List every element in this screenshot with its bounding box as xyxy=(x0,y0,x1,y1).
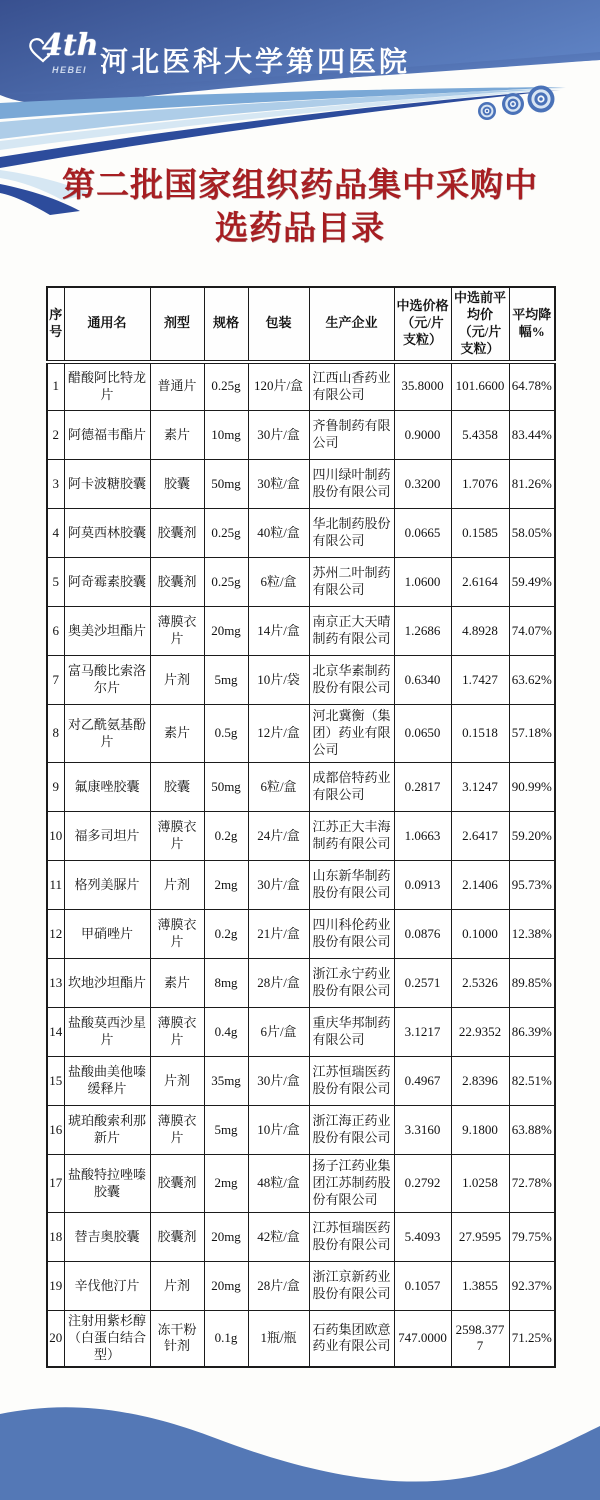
reduction-cell: 57.18% xyxy=(509,705,555,763)
spec-cell: 5mg xyxy=(204,656,248,705)
package-cell: 30片/盒 xyxy=(248,1057,309,1106)
dosage-form-cell: 薄膜衣片 xyxy=(150,812,204,861)
table-body xyxy=(47,362,555,1367)
row-number-cell: 8 xyxy=(47,705,64,763)
dosage-form-cell: 胶囊剂 xyxy=(150,1155,204,1213)
package-cell: 6粒/盒 xyxy=(248,558,309,607)
column-header: 规格 xyxy=(204,287,248,362)
pre-selection-price-cell: 1.7076 xyxy=(451,460,509,509)
generic-name-cell: 替吉奥胶囊 xyxy=(64,1213,150,1262)
manufacturer-cell: 浙江海正药业股份有限公司 xyxy=(309,1106,394,1155)
manufacturer-cell: 齐鲁制药有限公司 xyxy=(309,411,394,460)
package-cell: 40粒/盒 xyxy=(248,509,309,558)
table-container xyxy=(46,286,554,1368)
row-number-cell: 1 xyxy=(47,362,64,411)
dosage-form-cell: 胶囊剂 xyxy=(150,558,204,607)
dosage-form-cell: 片剂 xyxy=(150,1262,204,1311)
pre-selection-price-cell: 2598.3777 xyxy=(451,1311,509,1367)
table-row xyxy=(47,656,555,705)
table-row xyxy=(47,1057,555,1106)
spec-cell: 20mg xyxy=(204,1213,248,1262)
header xyxy=(0,0,600,100)
dosage-form-cell: 片剂 xyxy=(150,1057,204,1106)
column-header: 中选价格（元/片支粒） xyxy=(394,287,451,362)
selected-price-cell: 0.0913 xyxy=(394,861,451,910)
package-cell: 30片/盒 xyxy=(248,411,309,460)
column-header: 生产企业 xyxy=(309,287,394,362)
selected-price-cell: 0.0650 xyxy=(394,705,451,763)
pre-selection-price-cell: 5.4358 xyxy=(451,411,509,460)
selected-price-cell: 3.1217 xyxy=(394,1008,451,1057)
column-header: 平均降幅% xyxy=(509,287,555,362)
package-cell: 30粒/盒 xyxy=(248,460,309,509)
generic-name-cell: 盐酸莫西沙星片 xyxy=(64,1008,150,1057)
generic-name-cell: 辛伐他汀片 xyxy=(64,1262,150,1311)
manufacturer-cell: 河北冀衡（集团）药业有限公司 xyxy=(309,705,394,763)
manufacturer-cell: 苏州二叶制药有限公司 xyxy=(309,558,394,607)
dosage-form-cell: 普通片 xyxy=(150,362,204,411)
package-cell: 14片/盒 xyxy=(248,607,309,656)
reduction-cell: 59.49% xyxy=(509,558,555,607)
selected-price-cell: 0.2817 xyxy=(394,763,451,812)
logo-subtext: HEBEI xyxy=(52,65,88,75)
selected-price-cell: 0.4967 xyxy=(394,1057,451,1106)
row-number-cell: 15 xyxy=(47,1057,64,1106)
reduction-cell: 81.26% xyxy=(509,460,555,509)
reduction-cell: 95.73% xyxy=(509,861,555,910)
selected-price-cell: 0.6340 xyxy=(394,656,451,705)
pre-selection-price-cell: 9.1800 xyxy=(451,1106,509,1155)
page-title-line1: 第二批国家组织药品集中采购中 xyxy=(62,166,538,203)
pre-selection-price-cell: 3.1247 xyxy=(451,763,509,812)
generic-name-cell: 甲硝唑片 xyxy=(64,910,150,959)
drug-table xyxy=(46,286,556,1368)
table-row xyxy=(47,861,555,910)
package-cell: 48粒/盒 xyxy=(248,1155,309,1213)
package-cell: 28片/盒 xyxy=(248,1262,309,1311)
bullseye-icon-small xyxy=(478,102,496,120)
table-row xyxy=(47,1311,555,1367)
table-row xyxy=(47,411,555,460)
pre-selection-price-cell: 0.1585 xyxy=(451,509,509,558)
pre-selection-price-cell: 2.8396 xyxy=(451,1057,509,1106)
selected-price-cell: 5.4093 xyxy=(394,1213,451,1262)
table-row xyxy=(47,812,555,861)
footer-wave-shape xyxy=(0,1407,600,1500)
selected-price-cell: 0.9000 xyxy=(394,411,451,460)
package-cell: 28片/盒 xyxy=(248,959,309,1008)
dosage-form-cell: 薄膜衣片 xyxy=(150,607,204,656)
manufacturer-cell: 南京正大天晴制药有限公司 xyxy=(309,607,394,656)
row-number-cell: 11 xyxy=(47,861,64,910)
spec-cell: 0.2g xyxy=(204,910,248,959)
manufacturer-cell: 成都倍特药业有限公司 xyxy=(309,763,394,812)
spec-cell: 50mg xyxy=(204,763,248,812)
manufacturer-cell: 山东新华制药股份有限公司 xyxy=(309,861,394,910)
manufacturer-cell: 重庆华邦制药有限公司 xyxy=(309,1008,394,1057)
reduction-cell: 92.37% xyxy=(509,1262,555,1311)
package-cell: 120片/盒 xyxy=(248,362,309,411)
dosage-form-cell: 胶囊 xyxy=(150,763,204,812)
pre-selection-price-cell: 2.6417 xyxy=(451,812,509,861)
row-number-cell: 12 xyxy=(47,910,64,959)
selected-price-cell: 0.2792 xyxy=(394,1155,451,1213)
reduction-cell: 82.51% xyxy=(509,1057,555,1106)
spec-cell: 0.25g xyxy=(204,509,248,558)
footer-wave-decoration xyxy=(0,1400,600,1500)
selected-price-cell: 1.0663 xyxy=(394,812,451,861)
selected-price-cell: 747.0000 xyxy=(394,1311,451,1367)
package-cell: 6片/盒 xyxy=(248,1008,309,1057)
reduction-cell: 12.38% xyxy=(509,910,555,959)
manufacturer-cell: 江西山香药业有限公司 xyxy=(309,362,394,411)
dosage-form-cell: 薄膜衣片 xyxy=(150,1106,204,1155)
reduction-cell: 64.78% xyxy=(509,362,555,411)
spec-cell: 20mg xyxy=(204,1262,248,1311)
row-number-cell: 7 xyxy=(47,656,64,705)
column-header: 剂型 xyxy=(150,287,204,362)
dosage-form-cell: 片剂 xyxy=(150,656,204,705)
spec-cell: 20mg xyxy=(204,607,248,656)
pre-selection-price-cell: 27.9595 xyxy=(451,1213,509,1262)
row-number-cell: 14 xyxy=(47,1008,64,1057)
table-header xyxy=(47,287,555,362)
row-number-cell: 4 xyxy=(47,509,64,558)
reduction-cell: 59.20% xyxy=(509,812,555,861)
column-header: 包装 xyxy=(248,287,309,362)
manufacturer-cell: 江苏恒瑞医药股份有限公司 xyxy=(309,1057,394,1106)
pre-selection-price-cell: 1.7427 xyxy=(451,656,509,705)
column-header: 中选前平均价（元/片支粒） xyxy=(451,287,509,362)
dosage-form-cell: 胶囊剂 xyxy=(150,1213,204,1262)
selected-price-cell: 3.3160 xyxy=(394,1106,451,1155)
dosage-form-cell: 薄膜衣片 xyxy=(150,1008,204,1057)
row-number-cell: 18 xyxy=(47,1213,64,1262)
package-cell: 30片/盒 xyxy=(248,861,309,910)
spec-cell: 50mg xyxy=(204,460,248,509)
reduction-cell: 86.39% xyxy=(509,1008,555,1057)
generic-name-cell: 盐酸特拉唑嗪胶囊 xyxy=(64,1155,150,1213)
manufacturer-cell: 扬子江药业集团江苏制药股份有限公司 xyxy=(309,1155,394,1213)
generic-name-cell: 富马酸比索洛尔片 xyxy=(64,656,150,705)
logo-number: 4th xyxy=(42,28,99,63)
generic-name-cell: 琥珀酸索利那新片 xyxy=(64,1106,150,1155)
package-cell: 6粒/盒 xyxy=(248,763,309,812)
generic-name-cell: 对乙酰氨基酚片 xyxy=(64,705,150,763)
table-row xyxy=(47,460,555,509)
dosage-form-cell: 胶囊 xyxy=(150,460,204,509)
manufacturer-cell: 浙江永宁药业股份有限公司 xyxy=(309,959,394,1008)
generic-name-cell: 奥美沙坦酯片 xyxy=(64,607,150,656)
dosage-form-cell: 片剂 xyxy=(150,861,204,910)
spec-cell: 0.25g xyxy=(204,558,248,607)
manufacturer-cell: 北京华素制药股份有限公司 xyxy=(309,656,394,705)
hospital-logo xyxy=(28,28,103,84)
reduction-cell: 83.44% xyxy=(509,411,555,460)
row-number-cell: 20 xyxy=(47,1311,64,1367)
selected-price-cell: 1.2686 xyxy=(394,607,451,656)
dosage-form-cell: 冻干粉针剂 xyxy=(150,1311,204,1367)
generic-name-cell: 阿卡波糖胶囊 xyxy=(64,460,150,509)
manufacturer-cell: 四川绿叶制药股份有限公司 xyxy=(309,460,394,509)
table-row xyxy=(47,910,555,959)
generic-name-cell: 醋酸阿比特龙片 xyxy=(64,362,150,411)
table-row xyxy=(47,705,555,763)
reduction-cell: 63.88% xyxy=(509,1106,555,1155)
table-row xyxy=(47,509,555,558)
generic-name-cell: 阿德福韦酯片 xyxy=(64,411,150,460)
page-title xyxy=(0,164,600,250)
generic-name-cell: 注射用紫杉醇（白蛋白结合型） xyxy=(64,1311,150,1367)
table-row xyxy=(47,1008,555,1057)
column-header: 通用名 xyxy=(64,287,150,362)
table-row xyxy=(47,959,555,1008)
dosage-form-cell: 素片 xyxy=(150,411,204,460)
generic-name-cell: 格列美脲片 xyxy=(64,861,150,910)
generic-name-cell: 坎地沙坦酯片 xyxy=(64,959,150,1008)
pre-selection-price-cell: 2.5326 xyxy=(451,959,509,1008)
spec-cell: 0.5g xyxy=(204,705,248,763)
table-row xyxy=(47,1155,555,1213)
spec-cell: 0.1g xyxy=(204,1311,248,1367)
pre-selection-price-cell: 22.9352 xyxy=(451,1008,509,1057)
package-cell: 10片/盒 xyxy=(248,1106,309,1155)
selected-price-cell: 0.2571 xyxy=(394,959,451,1008)
reduction-cell: 71.25% xyxy=(509,1311,555,1367)
reduction-cell: 89.85% xyxy=(509,959,555,1008)
spec-cell: 35mg xyxy=(204,1057,248,1106)
row-number-cell: 5 xyxy=(47,558,64,607)
manufacturer-cell: 浙江京新药业股份有限公司 xyxy=(309,1262,394,1311)
row-number-cell: 9 xyxy=(47,763,64,812)
reduction-cell: 90.99% xyxy=(509,763,555,812)
pre-selection-price-cell: 1.0258 xyxy=(451,1155,509,1213)
column-header: 序号 xyxy=(47,287,64,362)
hospital-name: 河北医科大学第四医院 xyxy=(100,46,411,77)
dosage-form-cell: 薄膜衣片 xyxy=(150,910,204,959)
reduction-cell: 79.75% xyxy=(509,1213,555,1262)
selected-price-cell: 0.3200 xyxy=(394,460,451,509)
selected-price-cell: 35.8000 xyxy=(394,362,451,411)
row-number-cell: 6 xyxy=(47,607,64,656)
row-number-cell: 2 xyxy=(47,411,64,460)
page-title-line2: 选药品目录 xyxy=(215,208,385,246)
reduction-cell: 63.62% xyxy=(509,656,555,705)
pre-selection-price-cell: 0.1000 xyxy=(451,910,509,959)
table-row xyxy=(47,1106,555,1155)
table-row xyxy=(47,362,555,411)
package-cell: 12片/盒 xyxy=(248,705,309,763)
reduction-cell: 58.05% xyxy=(509,509,555,558)
pre-selection-price-cell: 101.6600 xyxy=(451,362,509,411)
spec-cell: 2mg xyxy=(204,1155,248,1213)
package-cell: 42粒/盒 xyxy=(248,1213,309,1262)
table-row xyxy=(47,607,555,656)
generic-name-cell: 阿莫西林胶囊 xyxy=(64,509,150,558)
pre-selection-price-cell: 4.8928 xyxy=(451,607,509,656)
dosage-form-cell: 素片 xyxy=(150,959,204,1008)
dosage-form-cell: 胶囊剂 xyxy=(150,509,204,558)
row-number-cell: 3 xyxy=(47,460,64,509)
pre-selection-price-cell: 2.6164 xyxy=(451,558,509,607)
reduction-cell: 72.78% xyxy=(509,1155,555,1213)
spec-cell: 5mg xyxy=(204,1106,248,1155)
pre-selection-price-cell: 2.1406 xyxy=(451,861,509,910)
generic-name-cell: 福多司坦片 xyxy=(64,812,150,861)
spec-cell: 2mg xyxy=(204,861,248,910)
row-number-cell: 19 xyxy=(47,1262,64,1311)
row-number-cell: 17 xyxy=(47,1155,64,1213)
package-cell: 24片/盒 xyxy=(248,812,309,861)
spec-cell: 8mg xyxy=(204,959,248,1008)
row-number-cell: 16 xyxy=(47,1106,64,1155)
table-row xyxy=(47,1213,555,1262)
pre-selection-price-cell: 1.3855 xyxy=(451,1262,509,1311)
dosage-form-cell: 素片 xyxy=(150,705,204,763)
table-row xyxy=(47,558,555,607)
package-cell: 21片/盒 xyxy=(248,910,309,959)
spec-cell: 0.25g xyxy=(204,362,248,411)
row-number-cell: 13 xyxy=(47,959,64,1008)
reduction-cell: 74.07% xyxy=(509,607,555,656)
manufacturer-cell: 四川科伦药业股份有限公司 xyxy=(309,910,394,959)
table-row xyxy=(47,763,555,812)
manufacturer-cell: 华北制药股份有限公司 xyxy=(309,509,394,558)
package-cell: 1瓶/瓶 xyxy=(248,1311,309,1367)
manufacturer-cell: 石药集团欧意药业有限公司 xyxy=(309,1311,394,1367)
spec-cell: 0.2g xyxy=(204,812,248,861)
table-row xyxy=(47,1262,555,1311)
selected-price-cell: 0.0876 xyxy=(394,910,451,959)
row-number-cell: 10 xyxy=(47,812,64,861)
generic-name-cell: 盐酸曲美他嗪缓释片 xyxy=(64,1057,150,1106)
manufacturer-cell: 江苏正大丰海制药有限公司 xyxy=(309,812,394,861)
spec-cell: 10mg xyxy=(204,411,248,460)
selected-price-cell: 1.0600 xyxy=(394,558,451,607)
spec-cell: 0.4g xyxy=(204,1008,248,1057)
pre-selection-price-cell: 0.1518 xyxy=(451,705,509,763)
generic-name-cell: 阿奇霉素胶囊 xyxy=(64,558,150,607)
generic-name-cell: 氟康唑胶囊 xyxy=(64,763,150,812)
manufacturer-cell: 江苏恒瑞医药股份有限公司 xyxy=(309,1213,394,1262)
selected-price-cell: 0.0665 xyxy=(394,509,451,558)
selected-price-cell: 0.1057 xyxy=(394,1262,451,1311)
package-cell: 10片/袋 xyxy=(248,656,309,705)
